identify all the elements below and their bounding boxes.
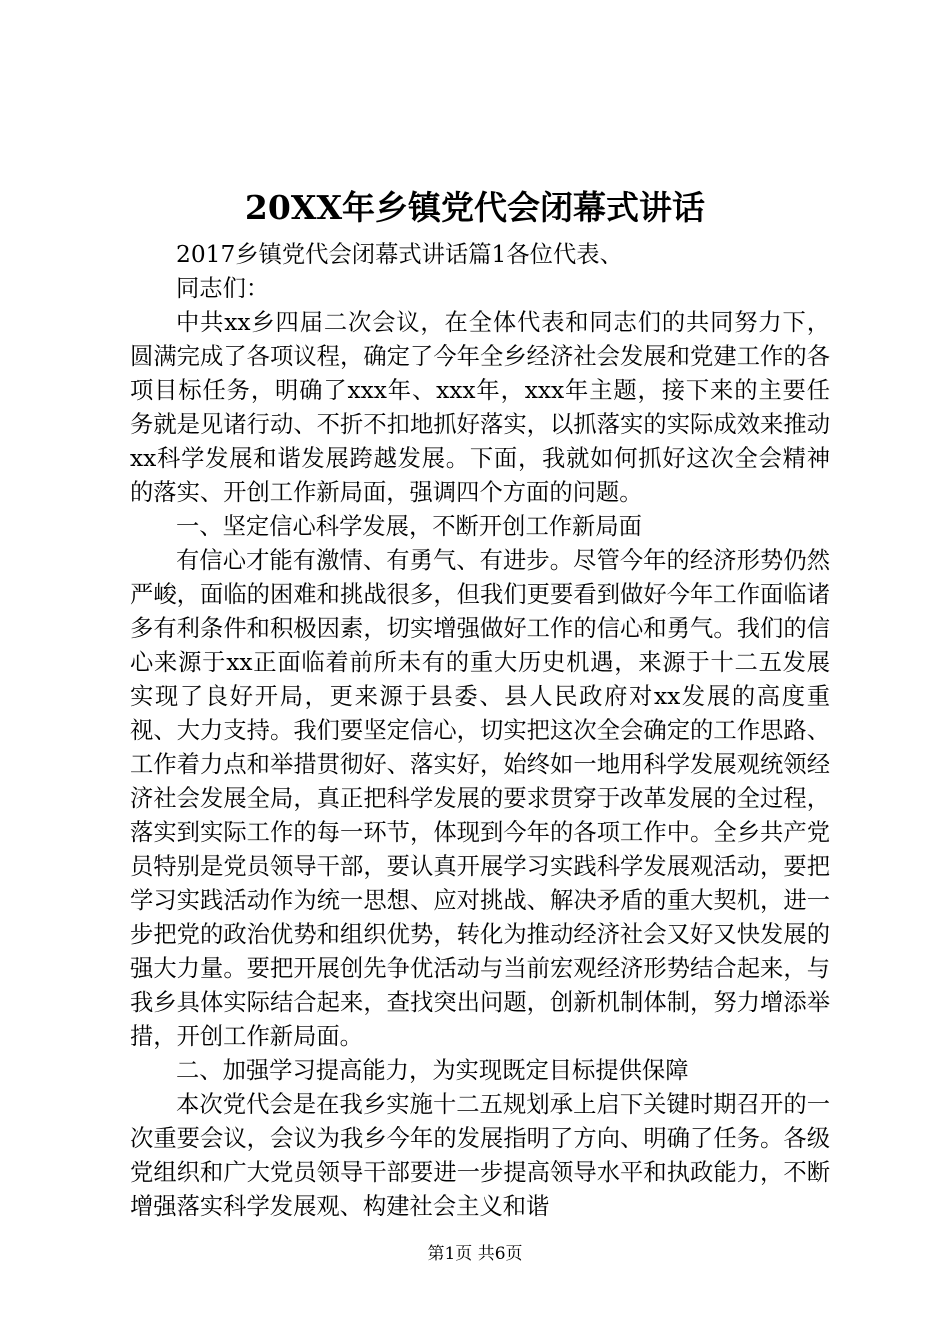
paragraph: 同志们： <box>176 275 270 302</box>
document-body <box>130 238 830 1224</box>
paragraph: 2017乡镇党代会闭幕式讲话篇1各位代表、 <box>176 241 623 268</box>
paragraph: 有信心才能有激情、有勇气、有进步。尽管今年的经济形势仍然严峻，面临的困难和挑战很多，但我们更要看到做好今年工作面临诸多有利条件和积极因素，切实增强做好工作的信心和勇气。我们的信心来源于xx正面临着前所未有的重大历史机遇，来源于十二五发展实现了良好开局，更来源于县委、县人民政府对xx发展的高度重视、大力支持。我们要坚定信心，切实把这次全会确定的工作思路、工作着力点和举措贯彻好、落实好，始终如一地用科学发展观统领经济社会发展全局，真正把科学发展的要求贯穿于改革发展的全过程，落实到实际工作的每一环节，体现到今年的各项工作中。全乡共产党员特别是党员领导干部，要认真开展学习实践科学发展观活动，要把学习实践活动作为统一思想、应对挑战、解决矛盾的重大契机，进一步把党的政治优势和组织优势，转化为推动经济社会又好又快发展的强大力量。要把开展创先争优活动与当前宏观经济形势结合起来，与我乡具体实际结合起来，查找突出问题，创新机制体制，努力增添举措，开创工作新局面。 <box>130 547 830 1050</box>
paragraph: 本次党代会是在我乡实施十二五规划承上启下关键时期召开的一次重要会议，会议为我乡今年的发展指明了方向、明确了任务。各级党组织和广大党员领导干部要进一步提高领导水平和执政能力，不断增强落实科学发展观、构建社会主义和谐 <box>130 1091 830 1220</box>
document-title: 20XX年乡镇党代会闭幕式讲话 <box>244 188 706 227</box>
section-heading: 一、坚定信心科学发展，不断开创工作新局面 <box>176 513 642 540</box>
section-heading: 二、加强学习提高能力，为实现既定目标提供保障 <box>176 1057 689 1084</box>
paragraph: 中共xx乡四届二次会议，在全体代表和同志们的共同努力下，圆满完成了各项议程，确定了今年全乡经济社会发展和党建工作的各项目标任务，明确了xxx年、xxx年，xxx年主题，接下来的主要任务就是见诸行动、不折不扣地抓好落实，以抓落实的实际成效来推动xx科学发展和谐发展跨越发展。下面，我就如何抓好这次全会精神的落实、开创工作新局面，强调四个方面的问题。 <box>130 309 830 506</box>
page-footer: 第1页 共6页 <box>427 1244 523 1264</box>
